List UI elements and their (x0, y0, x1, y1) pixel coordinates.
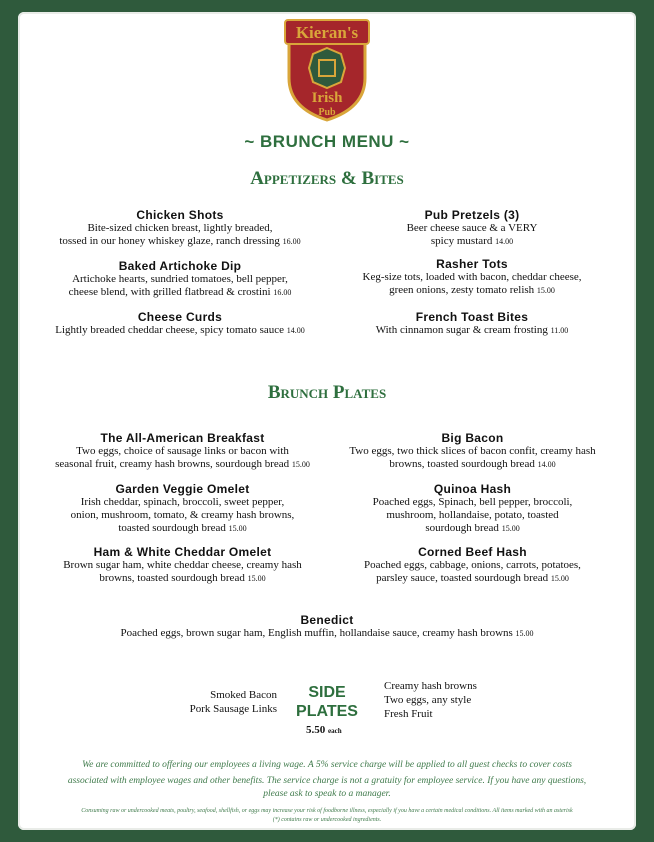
menu-item-corned-beef-hash (320, 545, 625, 585)
side-price-each: each (328, 727, 342, 735)
notice-line: We are committed to offering our employees a living wage. A 5% service charge will be applied to all guest checks to cover costs (82, 760, 572, 770)
item-desc: cheese blend, with grilled flatbread & crostini (68, 286, 271, 298)
menu-item-chicken-shots (30, 208, 330, 248)
item-desc: onion, mushroom, tomato, & creamy hash browns, (70, 509, 295, 521)
item-desc: Beer cheese sauce & a VERY (406, 222, 538, 234)
item-desc: Poached eggs, brown sugar ham, English muffin, hollandaise sauce, creamy hash browns (120, 627, 513, 639)
item-name: Garden Veggie Omelet (115, 482, 250, 496)
item-desc: Poached eggs, cabbage, onions, carrots, potatoes, (364, 559, 581, 571)
item-desc: Brown sugar ham, white cheddar cheese, creamy hash (63, 559, 302, 571)
item-desc: Artichoke hearts, sundried tomatoes, bell pepper, (72, 273, 288, 285)
appetizers-title: Appetizers & Bites (250, 168, 404, 189)
warning-line: (*) contains raw or undercooked ingredients. (272, 817, 382, 823)
item-desc: sourdough bread (425, 522, 499, 534)
side-item: Smoked Bacon (210, 689, 277, 701)
brunch-plates-title: Brunch Plates (267, 382, 387, 403)
item-name: Big Bacon (441, 431, 504, 445)
menu-item-french-toast-bites (322, 310, 622, 337)
side-plates-title (284, 683, 370, 721)
menu-item-all-american-breakfast (30, 431, 335, 471)
side-title-line: PLATES (296, 703, 358, 720)
item-price: 14.00 (495, 237, 514, 246)
item-desc: spicy mustard (430, 235, 493, 247)
item-price: 15.00 (247, 574, 266, 583)
item-name: Cheese Curds (137, 310, 223, 324)
item-desc: Lightly breaded cheddar cheese, spicy tomato sauce (55, 324, 284, 336)
side-price-value: 5.50 (306, 724, 326, 736)
notice-line: please ask to speak to a manager. (263, 789, 391, 799)
kierans-irish-pub-logo (283, 18, 371, 122)
menu-item-ham-white-cheddar-omelet (30, 545, 335, 585)
item-price: 16.00 (282, 237, 301, 246)
side-item: Two eggs, any style (384, 694, 472, 706)
item-desc: Bite-sized chicken breast, lightly breaded, (87, 222, 273, 234)
side-price (306, 724, 342, 736)
menu-item-baked-artichoke-dip (30, 259, 330, 299)
menu-item-big-bacon (320, 431, 625, 471)
item-name: The All-American Breakfast (100, 431, 265, 445)
item-desc: seasonal fruit, creamy hash browns, sourdough bread (55, 458, 290, 470)
item-name: Corned Beef Hash (418, 545, 527, 559)
item-price: 11.00 (550, 326, 569, 335)
item-desc: Keg-size tots, loaded with bacon, cheddar cheese, (362, 271, 582, 283)
item-desc: Two eggs, two thick slices of bacon confit, creamy hash (349, 445, 596, 457)
item-desc: green onions, zesty tomato relish (389, 284, 535, 296)
menu-item-benedict (30, 613, 624, 640)
warning-line: Consuming raw or undercooked meats, poultry, seafood, shellfish, or eggs may increase your risk of foodborne illness, especially if you have a certain medical conditions. All items marked with an asterisk (81, 808, 573, 814)
sides-left-list (150, 688, 277, 716)
item-price: 15.00 (515, 629, 534, 638)
menu-item-cheese-curds (30, 310, 330, 337)
item-name: Baked Artichoke Dip (118, 259, 242, 273)
menu-item-quinoa-hash (320, 482, 625, 535)
item-desc: toasted sourdough bread (118, 522, 226, 534)
item-name: Pub Pretzels (3) (424, 208, 520, 222)
item-price: 15.00 (550, 574, 569, 583)
notice-line: associated with employee wages and other benefits. The service charge is not a gratuity for employee service. If you have any questions, (67, 776, 587, 786)
brunch-menu-title: ~ BRUNCH MENU ~ (244, 132, 410, 151)
logo-line3: Pub (318, 107, 336, 118)
item-name: Ham & White Cheddar Omelet (93, 545, 272, 559)
side-item: Pork Sausage Links (189, 703, 277, 715)
side-item: Creamy hash browns (384, 680, 477, 692)
item-desc: browns, toasted sourdough bread (389, 458, 535, 470)
sides-right-list (384, 679, 544, 721)
item-desc: mushroom, hollandaise, potato, toasted (386, 509, 559, 521)
item-desc: tossed in our honey whiskey glaze, ranch dressing (59, 235, 280, 247)
menu-item-rasher-tots (322, 257, 622, 297)
item-name: Benedict (300, 613, 354, 627)
item-name: Chicken Shots (136, 208, 224, 222)
item-price: 15.00 (291, 460, 310, 469)
item-price: 15.00 (228, 524, 247, 533)
item-price: 14.00 (537, 460, 556, 469)
side-item: Fresh Fruit (384, 708, 433, 720)
item-price: 16.00 (273, 288, 292, 297)
item-price: 15.00 (536, 286, 555, 295)
logo-line1: Kieran's (295, 23, 359, 42)
item-desc: Irish cheddar, spinach, broccoli, sweet pepper, (80, 496, 285, 508)
service-charge-notice (40, 757, 614, 800)
item-desc: browns, toasted sourdough bread (99, 572, 245, 584)
item-name: Quinoa Hash (433, 482, 512, 496)
item-name: French Toast Bites (415, 310, 529, 324)
menu-item-pub-pretzels (322, 208, 622, 248)
logo-line2: Irish (311, 90, 343, 106)
side-title-line: SIDE (308, 684, 346, 701)
consumption-warning (40, 807, 614, 825)
item-desc: Two eggs, choice of sausage links or bacon with (76, 445, 289, 457)
item-price: 14.00 (286, 326, 305, 335)
item-name: Rasher Tots (436, 257, 508, 271)
item-price: 15.00 (501, 524, 520, 533)
item-desc: Poached eggs, Spinach, bell pepper, broccoli, (372, 496, 573, 508)
menu-item-garden-veggie-omelet (30, 482, 335, 535)
item-desc: parsley sauce, toasted sourdough bread (376, 572, 549, 584)
item-desc: With cinnamon sugar & cream frosting (375, 324, 548, 336)
